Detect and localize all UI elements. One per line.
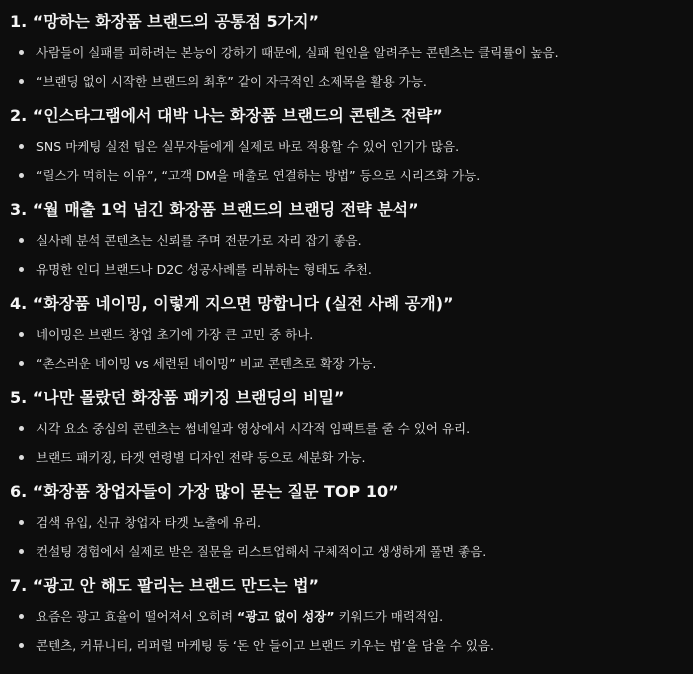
- bullet-list-5: [10, 414, 690, 472]
- bullet-text-post: 키워드가 매력적임.: [334, 609, 444, 624]
- section-title-4: 4. “화장품 네이밍, 이렇게 지으면 망합니다 (실전 사례 공개)”: [10, 294, 454, 313]
- list-item: [10, 132, 690, 161]
- bullet-icon: [19, 361, 24, 366]
- bullet-text: “촌스러운 네이밍 vs 세련된 네이밍” 비교 콘텐츠로 확장 가능.: [36, 356, 377, 371]
- section-title-3: 3. “월 매출 1억 넘긴 화장품 브랜드의 브랜딩 전략 분석”: [10, 200, 419, 219]
- section-title-6: 6. “화장품 창업자들이 가장 많이 묻는 질문 TOP 10”: [10, 482, 399, 501]
- bullet-text: 브랜드 패키징, 타겟 연령별 디자인 전략 등으로 세분화 가능.: [36, 450, 366, 465]
- bullet-list-7: [10, 602, 690, 660]
- bullet-icon: [19, 238, 24, 243]
- bullet-icon: [19, 173, 24, 178]
- bullet-list-3: [10, 226, 690, 284]
- bullet-text: “브랜딩 없이 시작한 브랜드의 최후” 같이 자극적인 소제목을 활용 가능.: [36, 74, 427, 89]
- bullet-text: 검색 유입, 신규 창업자 타겟 노출에 유리.: [36, 515, 261, 530]
- bullet-list-1: [10, 38, 690, 96]
- list-item: [10, 161, 690, 190]
- bullet-text: 네이밍은 브랜드 창업 초기에 가장 큰 고민 중 하나.: [36, 327, 314, 342]
- bullet-text: 시각 요소 중심의 콘텐츠는 썸네일과 영상에서 시각적 임팩트를 줄 수 있어 유리.: [36, 421, 471, 436]
- bullet-icon: [19, 50, 24, 55]
- bullet-icon: [19, 332, 24, 337]
- section-title-7: 7. “광고 안 해도 팔리는 브랜드 만드는 법”: [10, 576, 320, 595]
- bullet-icon: [19, 643, 24, 648]
- bullet-icon: [19, 144, 24, 149]
- list-item: [10, 255, 690, 284]
- list-item: [10, 67, 690, 96]
- bullet-text: SNS 마케팅 실전 팁은 실무자들에게 실제로 바로 적용할 수 있어 인기가 많음.: [36, 139, 460, 154]
- list-item: [10, 537, 690, 566]
- bullet-list-2: [10, 132, 690, 190]
- list-item: [10, 443, 690, 472]
- bullet-text-pre: 요즘은 광고 효율이 떨어져서 오히려: [36, 609, 237, 624]
- bullet-list-6: [10, 508, 690, 566]
- bullet-icon: [19, 520, 24, 525]
- bullet-text: 사람들이 실패를 피하려는 본능이 강하기 때문에, 실패 원인을 알려주는 콘텐츠는 클릭률이 높음.: [36, 45, 559, 60]
- list-item: [10, 602, 690, 631]
- list-item: [10, 349, 690, 378]
- bullet-text: 유명한 인디 브랜드나 D2C 성공사례를 리뷰하는 형태도 추천.: [36, 262, 372, 277]
- bullet-icon: [19, 455, 24, 460]
- bullet-icon: [19, 267, 24, 272]
- list-item: [10, 226, 690, 255]
- bullet-text: 콘텐츠, 커뮤니티, 리퍼럴 마케팅 등 ‘돈 안 들이고 브랜드 키우는 법’을 담을 수 있음.: [36, 638, 494, 653]
- list-item: [10, 631, 690, 660]
- bullet-icon: [19, 426, 24, 431]
- bullet-icon: [19, 614, 24, 619]
- list-item: [10, 414, 690, 443]
- bullet-text-bold: “광고 없이 성장”: [237, 609, 335, 624]
- list-item: [10, 320, 690, 349]
- bullet-icon: [19, 79, 24, 84]
- bullet-list-4: [10, 320, 690, 378]
- section-title-5: 5. “나만 몰랐던 화장품 패키징 브랜딩의 비밀”: [10, 388, 345, 407]
- content-area: [10, 0, 690, 660]
- bullet-text: 실사례 분석 콘텐츠는 신뢰를 주며 전문가로 자리 잡기 좋음.: [36, 233, 362, 248]
- list-item: [10, 38, 690, 67]
- list-item: [10, 508, 690, 537]
- section-title-1: 1. “망하는 화장품 브랜드의 공통점 5가지”: [10, 12, 320, 31]
- bullet-text: 컨설팅 경험에서 실제로 받은 질문을 리스트업해서 구체적이고 생생하게 풀면 좋음.: [36, 544, 487, 559]
- section-title-2: 2. “인스타그램에서 대박 나는 화장품 브랜드의 콘텐츠 전략”: [10, 106, 443, 125]
- bullet-text: “릴스가 먹히는 이유”, “고객 DM을 매출로 연결하는 방법” 등으로 시리즈화 가능.: [36, 168, 481, 183]
- bullet-icon: [19, 549, 24, 554]
